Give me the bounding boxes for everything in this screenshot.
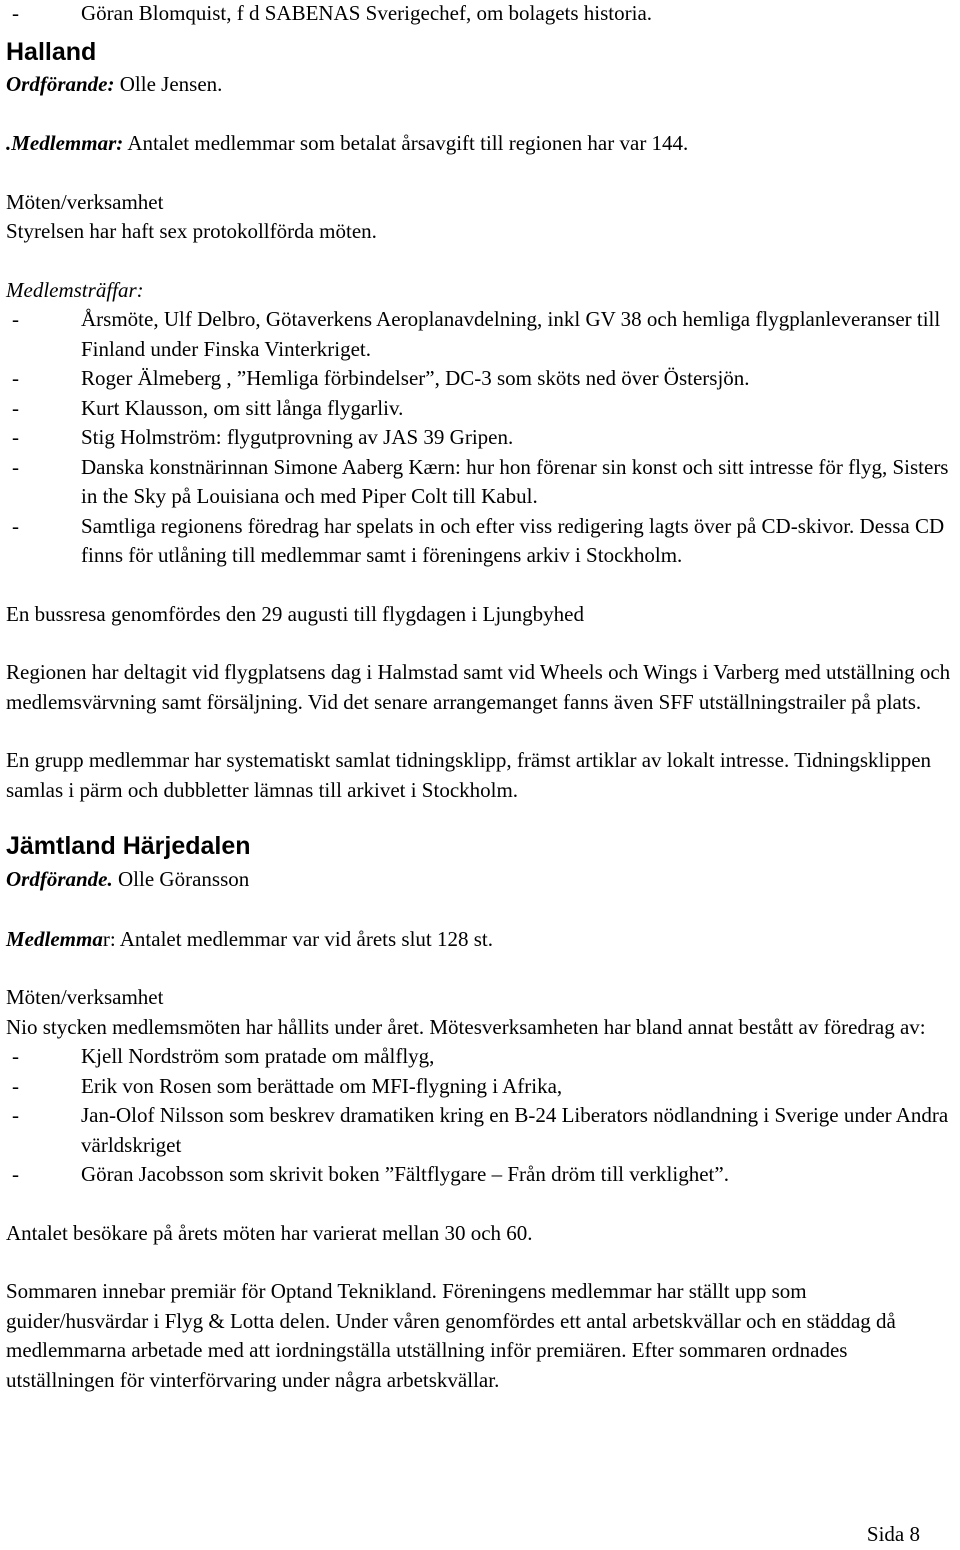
list-item: - Årsmöte, Ulf Delbro, Götaverkens Aeroplanavdelning, inkl GV 38 och hemliga flygplanleveranser till Finland under Finska Vinterkriget. — [12, 307, 941, 361]
halland-bus-trip: En bussresa genomfördes den 29 augusti till flygdagen i Ljungbyhed — [6, 601, 584, 626]
list-item: - Erik von Rosen som berättade om MFI-flygning i Afrika, — [12, 1073, 563, 1098]
list-item: - Kjell Nordström som pratade om målflyg, — [12, 1044, 435, 1068]
list-item: - Stig Holmström: flygutprovning av JAS 39 Gripen. — [12, 425, 514, 449]
list-item: - Roger Älmeberg , ”Hemliga förbindelser”, DC-3 som sköts ned över Östersjön. — [12, 366, 750, 390]
list-dash: - — [12, 1, 19, 25]
jamtland-talks-list — [6, 1042, 954, 1190]
list-item: - Göran Jacobsson som skrivit boken ”Fältflygare – Från dröm till verklighet”. — [12, 1162, 729, 1186]
halland-clippings: En grupp medlemmar har systematiskt samlat tidningsklipp, främst artiklar av lokalt intresse. Tidningsklippen samlas i pärm och dubbletter lämnas till arkivet i Stockholm. — [6, 748, 932, 802]
section-heading-jamtland: Jämtland Härjedalen — [6, 832, 251, 860]
jamtland-visitors: Antalet besökare på årets möten har varierat mellan 30 och 60. — [6, 1220, 533, 1245]
list-item — [6, 0, 954, 29]
page-number: Sida 8 — [866, 1521, 920, 1546]
halland-exhibitions: Regionen har deltagit vid flygplatsens dag i Halmstad samt vid Wheels och Wings i Varberg med utställning och medlemsvärvning samt försäljning. Vid det senare arrangemanget fanns även SFF utställningstrailer på plats. — [6, 660, 951, 714]
jamtland-members: Medlemmar: Antalet medlemmar var vid årets slut 128 st. — [6, 926, 493, 951]
halland-chairman: Ordförande: Olle Jensen. — [6, 71, 223, 96]
list-item: - Samtliga regionens föredrag har spelats in och efter viss redigering lagts över på CD-skivor. Dessa CD finns för utlåning till medlemmar samt i föreningens arkiv i Stockholm. — [12, 513, 945, 567]
halland-meetings-text: Styrelsen har haft sex protokollförda möten. — [6, 219, 377, 243]
jamtland-meetings-text: Nio stycken medlemsmöten har hållits under året. Mötesverksamheten har bland annat bestått av föredrag av: — [6, 1014, 926, 1039]
halland-meetings-label: Möten/verksamhet — [6, 189, 164, 214]
section-heading-halland: Halland — [6, 37, 97, 66]
halland-meetups-list — [6, 305, 954, 571]
halland-meetups-label: Medlemsträffar: — [6, 277, 144, 302]
jamtland-meetings-label: Möten/verksamhet — [6, 985, 164, 1009]
list-item: - Jan-Olof Nilsson som beskrev dramatiken kring en B-24 Liberators nödlandning i Sverige under Andra världskriget — [12, 1103, 949, 1157]
list-text: Göran Blomquist, f d SABENAS Sverigechef, om bolagets historia. — [81, 1, 653, 25]
halland-members: .Medlemmar: Antalet medlemmar som betalat årsavgift till regionen har var 144. — [6, 131, 689, 155]
jamtland-chairman: Ordförande. Olle Göransson — [6, 867, 250, 891]
list-item: - Kurt Klausson, om sitt långa flygarliv. — [12, 395, 404, 420]
jamtland-teknikland: Sommaren innebar premiär för Optand Teknikland. Föreningens medlemmar har ställt upp som guider/husvärdar i Flyg & Lotta delen. Under våren genomfördes ett antal arbetskvällar och en städdag då medlemmarna arbetade med att iordningställa utställning inför premiären. Efter sommaren ordnades utställningen för vinterförvaring under några arbetskvällar. — [6, 1279, 896, 1392]
list-item: - Danska konstnärinnan Simone Aaberg Kærn: hur hon förenar sin konst och sitt intresse för flyg, Sisters in the Sky på Louisiana och med Piper Colt till Kabul. — [12, 454, 949, 508]
